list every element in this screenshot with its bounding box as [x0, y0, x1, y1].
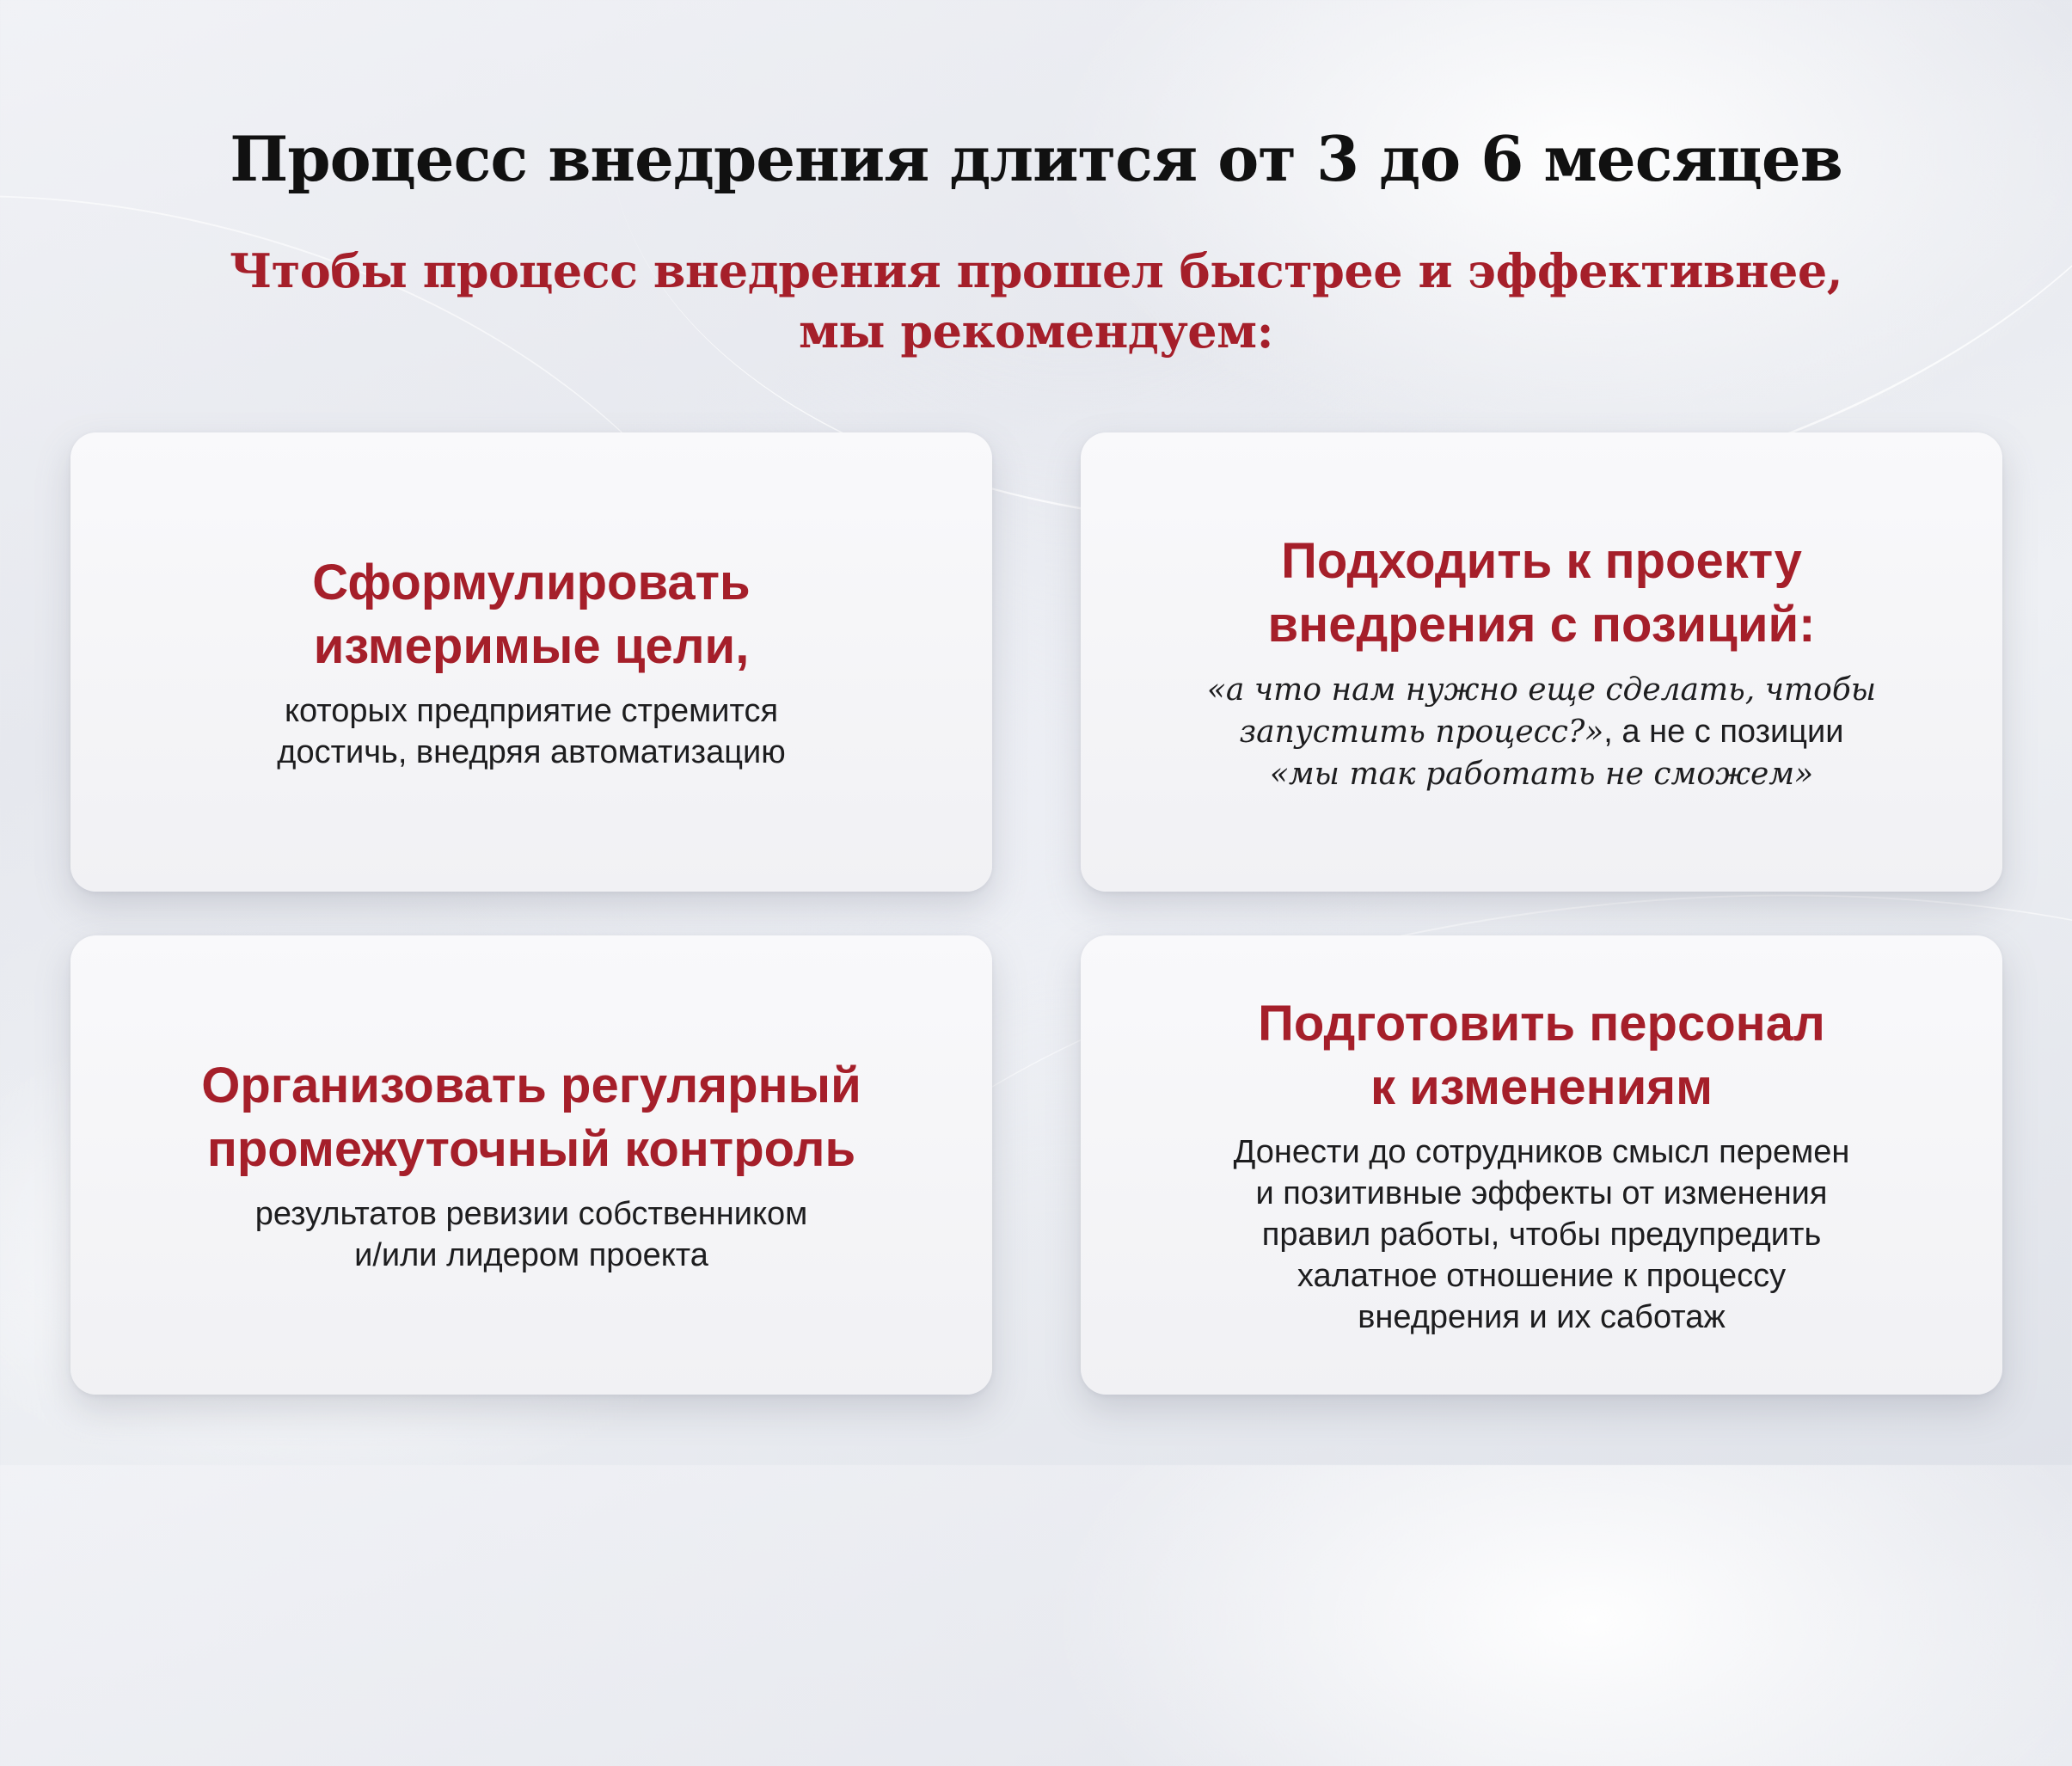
- card-heading-line: к изменениям: [1370, 1059, 1713, 1115]
- card-description: [1234, 1131, 1850, 1338]
- recommendation-card-staff: [1081, 935, 2002, 1395]
- subtitle-line: Чтобы процесс внедрения прошел быстрее и эффективнее,: [230, 243, 1842, 298]
- card-heading-line: Организовать регулярный: [201, 1058, 861, 1113]
- card-heading-line: Сформулировать: [312, 555, 751, 610]
- card-description-line: достичь, внедряя автоматизацию: [277, 734, 786, 770]
- card-description: [277, 690, 785, 773]
- card-description: [1207, 669, 1876, 795]
- card-heading-line: Подготовить персонал: [1258, 996, 1825, 1052]
- card-heading-line: измеримые цели,: [313, 618, 750, 674]
- quote-text: «мы так работать не сможем»: [1269, 756, 1814, 792]
- card-heading: [1258, 992, 1825, 1119]
- card-heading: [1268, 530, 1816, 657]
- card-description-line: [1207, 669, 1876, 711]
- card-description-line: которых предприятие стремится: [284, 693, 779, 729]
- recommendation-card-goals: [70, 432, 992, 892]
- card-heading-line: Подходить к проекту: [1281, 532, 1802, 589]
- card-description-line: и/или лидером проекта: [354, 1237, 708, 1273]
- page-title: Процесс внедрения длится от 3 до 6 месяцев: [230, 122, 1842, 196]
- card-heading-line: промежуточный контроль: [206, 1121, 856, 1177]
- recommendation-card-control: [70, 935, 992, 1395]
- card-description-line: правил работы, чтобы предупредить: [1261, 1217, 1822, 1253]
- plain-text: , а не с позиции: [1603, 713, 1844, 750]
- subtitle-line: мы рекомендуем:: [798, 304, 1273, 359]
- card-description-line: внедрения и их саботаж: [1358, 1299, 1726, 1335]
- card-heading-line: внедрения с позиций:: [1267, 596, 1816, 653]
- page-subtitle: [0, 241, 2072, 361]
- card-description-line: [1207, 753, 1876, 795]
- card-description-line: и позитивные эффекты от изменения: [1255, 1175, 1828, 1211]
- recommendation-card-approach: [1081, 432, 2002, 892]
- card-description-line: результатов ревизии собственником: [254, 1196, 808, 1232]
- card-heading: [312, 551, 750, 678]
- card-description-line: [1207, 711, 1876, 753]
- card-description-line: халатное отношение к процессу: [1297, 1258, 1787, 1294]
- quote-text: «а что нам нужно еще сделать, чтобы: [1206, 671, 1877, 708]
- card-description-line: Донести до сотрудников смысл перемен: [1233, 1134, 1850, 1170]
- quote-text: запустить процесс?»: [1239, 714, 1604, 750]
- card-heading: [201, 1054, 861, 1181]
- card-description: [255, 1193, 808, 1276]
